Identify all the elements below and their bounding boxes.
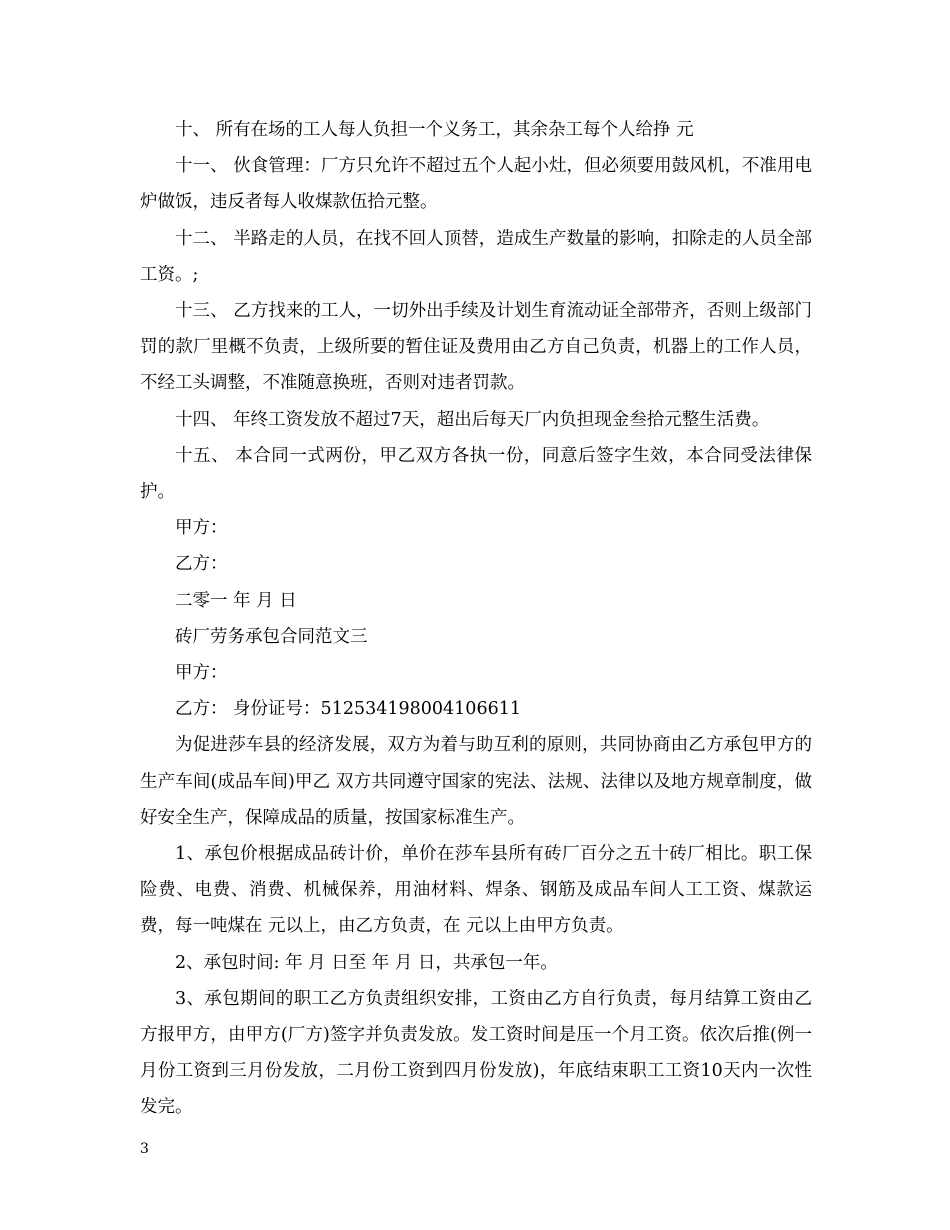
clause-10: 十、 所有在场的工人每人负担一个义务工，其余杂工每个人给挣 元: [175, 120, 694, 140]
clause-13: 十三、 乙方找来的工人，一切外出手续及计划生育流动证全部带齐，否则上级部门罚的款厂里概不负责，上级所要的暂住证及费用由乙方自己负责，机器上的工作人员，不经工头调整，不准随意换班，否则对违者罚款。: [140, 301, 812, 394]
party-a-line: 甲方：: [175, 663, 228, 684]
section-title: 砖厂劳务承包合同范文三: [175, 626, 368, 647]
term-2-paragraph: 2、承包时间: 年 月 日至 年 月 日，共承包一年。: [175, 952, 558, 973]
party-b-line: 乙方： 身份证号：512534198004106611: [175, 699, 521, 720]
document-body: [140, 112, 812, 1126]
signature-date: 二零一 年 月 日: [175, 590, 297, 611]
signature-party-a: 甲方：: [175, 518, 228, 539]
term-1-paragraph: 1、承包价根据成品砖计价，单价在莎车县所有砖厂百分之五十砖厂相比。职工保险费、电费、消费、机械保养，用油材料、焊条、钢筋及成品车间人工工资、煤款运费，每一吨煤在 元以上，由乙方负责，在 元以上由甲方负责。: [140, 844, 812, 937]
signature-party-b: 乙方：: [175, 554, 228, 575]
preamble-paragraph: 为促进莎车县的经济发展，双方为着与助互利的原则，共同协商由乙方承包甲方的生产车间(成品车间)甲乙 双方共同遵守国家的宪法、法规、法律以及地方规章制度，做好安全生产，保障成品的质量，按国家标准生产。: [140, 735, 812, 828]
clause-14: 十四、 年终工资发放不超过7天，超出后每天厂内负担现金叁拾元整生活费。: [175, 409, 770, 430]
clause-12: 十二、 半路走的人员，在找不回人顶替，造成生产数量的影响，扣除走的人员全部工资。;: [140, 228, 812, 285]
clause-15: 十五、 本合同一式两份，甲乙双方各执一份，同意后签字生效，本合同受法律保护。: [140, 445, 812, 503]
term-3-paragraph: 3、承包期间的职工乙方负责组织安排，工资由乙方自行负责，每月结算工资由乙方报甲方，由甲方(厂方)签字并负责发放。发工资时间是压一个月工资。依次后推(例一月份工资到三月份发放，二月份工资到四月份发放)，年底结束职工工资10天内一次性发完。: [140, 988, 812, 1118]
clause-11: 十一、 伙食管理：厂方只允许不超过五个人起小灶，但必须要用鼓风机，不准用电炉做饭，违反者每人收煤款伍拾元整。: [140, 156, 812, 213]
page-number: 3: [140, 1141, 149, 1157]
